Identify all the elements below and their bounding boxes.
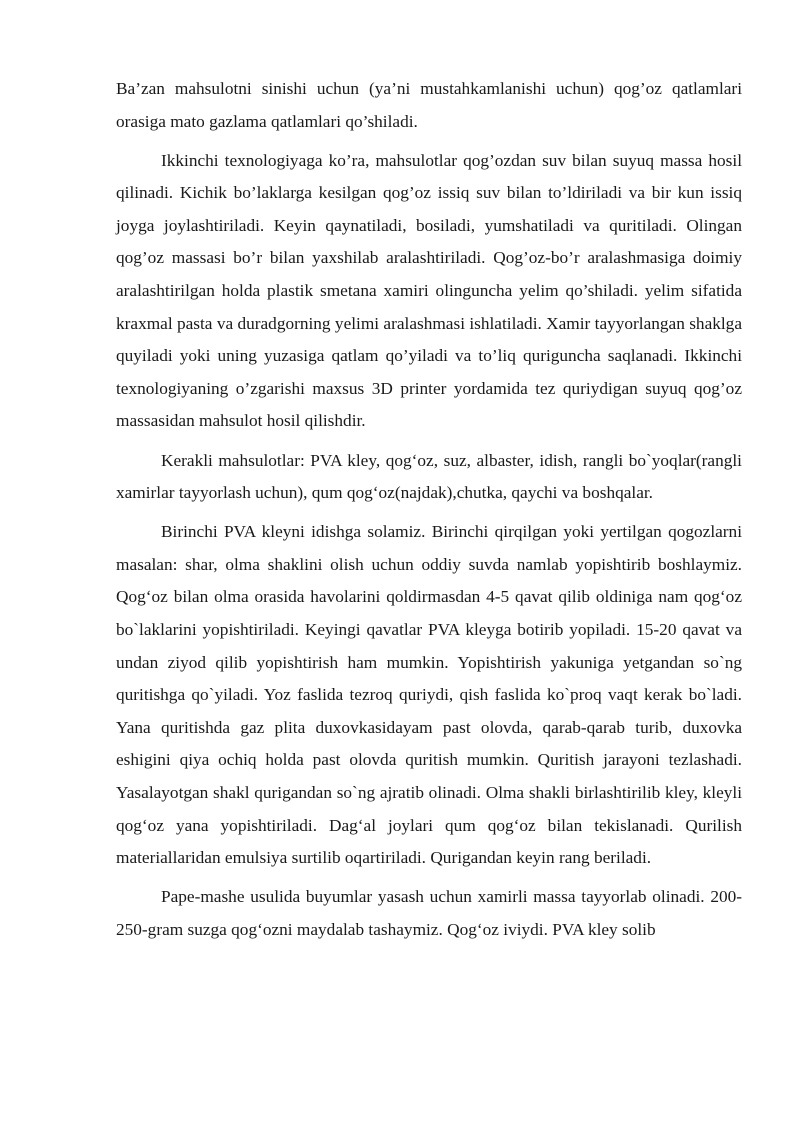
paragraph-4: Birinchi PVA kleyni idishga solamiz. Birinchi qirqilgan yoki yertilgan qogozlarni masalan: shar, olma shaklini olish uchun oddiy suvda namlab yopishtirib boshlaymiz. Qog‘oz bilan olma orasida havolarini qoldirmasdan 4-5 qavat qilib oldiniga nam qog‘oz bo`laklarini yopishtiriladi. Keyingi qavatlar PVA kleyga botirib yopiladi. 15-20 qavat va undan ziyod qilib yopishtirish ham mumkin. Yopishtirish yakuniga yetgandan so`ng quritishga qo`yiladi. Yoz faslida tezroq quriydi, qish faslida ko`proq vaqt kerak bo`ladi. Yana quritishda gaz plita duxovkasidayam past olovda, qarab-qarab turib, duxovka eshigini qiya ochiq holda past olovda quritish mumkin. Quritish jarayoni tezlashadi. Yasalayotgan shakl qurigandan so`ng ajratib olinadi. Olma shakli birlashtirilib kley, kleyli qog‘oz yana yopishtiriladi. Dag‘al joylari qum qog‘oz bilan tekislanadi. Qurilish materiallaridan emulsiya surtilib oqartiriladi. Qurigandan keyin rang beriladi. <box>116 522 742 868</box>
document-page <box>116 73 742 953</box>
paragraph-3: Kerakli mahsulotlar: PVA kley, qog‘oz, suz, albaster, idish, rangli bo`yoqlar(rangli xamirlar tayyorlash uchun), qum qog‘oz(najdak),chutka, qaychi va boshqalar. <box>116 450 742 503</box>
paragraph-5: Pape-mashe usulida buyumlar yasash uchun xamirli massa tayyorlab olinadi. 200-250-gram suzga qog‘ozni maydalab tashaymiz. Qog‘oz iviydi. PVA kley solib <box>116 887 742 939</box>
paragraph-1: Ba’zan mahsulotni sinishi uchun (ya’ni mustahkamlanishi uchun) qog’oz qatlamlari orasiga mato gazlama qatlamlari qo’shiladi. <box>116 79 742 131</box>
paragraph-2: Ikkinchi texnologiyaga ko’ra, mahsulotlar qog’ozdan suv bilan suyuq massa hosil qilinadi. Kichik bo’laklarga kesilgan qog’oz issiq suv bilan to’ldiriladi va bir kun issiq joyga joylashtiriladi. Keyin qaynatiladi, bosiladi, yumshatiladi va quritiladi. Olingan qog’oz massasi bo’r bilan yaxshilab aralashtiriladi. Qog’oz-bo’r aralashmasiga doimiy aralashtirilgan holda plastik smetana xamiri olinguncha yelim qo’shiladi. yelim sifatida kraxmal pasta va duradgorning yelimi aralashmasi ishlatiladi. Xamir tayyorlangan shaklga quyiladi yoki uning yuzasiga qatlam qo’yiladi va to’liq qurigunchа saqlanadi. Ikkinchi texnologiyaning o’zgarishi maxsus 3D printer yordamida tez quriydigan suyuq qog’oz massasidan mahsulot hosil qilishdir. <box>116 150 742 431</box>
